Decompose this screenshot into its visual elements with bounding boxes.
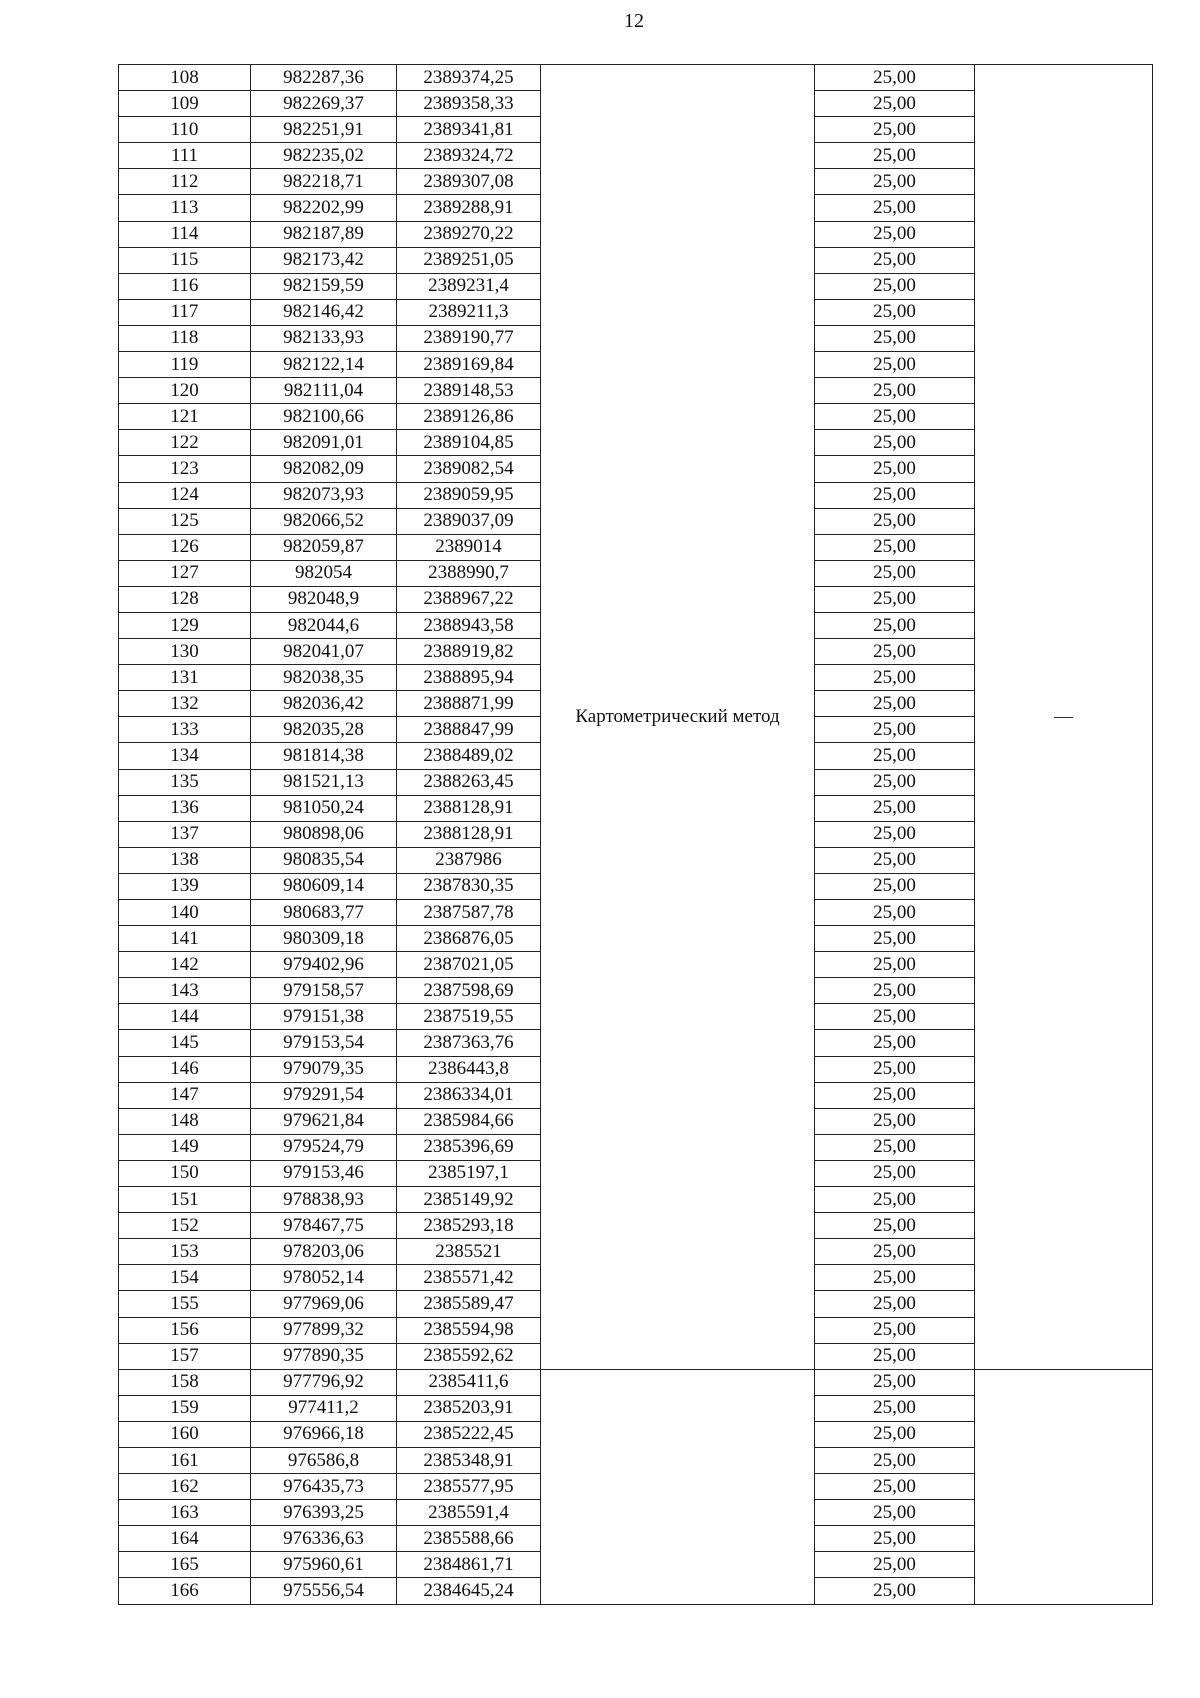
x-coordinate-cell: 982038,35	[251, 665, 397, 691]
point-number-cell: 156	[119, 1317, 251, 1343]
x-coordinate-cell: 978838,93	[251, 1187, 397, 1213]
y-coordinate-cell: 2387598,69	[397, 978, 541, 1004]
accuracy-cell: 25,00	[815, 639, 975, 665]
accuracy-cell: 25,00	[815, 717, 975, 743]
accuracy-cell: 25,00	[815, 247, 975, 273]
x-coordinate-cell: 977969,06	[251, 1291, 397, 1317]
y-coordinate-cell: 2385984,66	[397, 1108, 541, 1134]
coordinates-table	[118, 64, 1153, 1605]
x-coordinate-cell: 979291,54	[251, 1082, 397, 1108]
accuracy-cell: 25,00	[815, 352, 975, 378]
x-coordinate-cell: 981814,38	[251, 743, 397, 769]
x-coordinate-cell: 980683,77	[251, 900, 397, 926]
x-coordinate-cell: 977796,92	[251, 1369, 397, 1395]
x-coordinate-cell: 977899,32	[251, 1317, 397, 1343]
point-number-cell: 138	[119, 847, 251, 873]
accuracy-cell: 25,00	[815, 1291, 975, 1317]
point-number-cell: 155	[119, 1291, 251, 1317]
x-coordinate-cell: 976435,73	[251, 1474, 397, 1500]
y-coordinate-cell: 2388871,99	[397, 691, 541, 717]
accuracy-cell: 25,00	[815, 378, 975, 404]
accuracy-cell: 25,00	[815, 1056, 975, 1082]
point-number-cell: 164	[119, 1526, 251, 1552]
x-coordinate-cell: 982287,36	[251, 65, 397, 91]
table-row	[119, 1369, 1153, 1395]
point-number-cell: 141	[119, 926, 251, 952]
x-coordinate-cell: 982111,04	[251, 378, 397, 404]
y-coordinate-cell: 2384861,71	[397, 1552, 541, 1578]
y-coordinate-cell: 2387021,05	[397, 952, 541, 978]
y-coordinate-cell: 2389059,95	[397, 482, 541, 508]
accuracy-cell: 25,00	[815, 795, 975, 821]
y-coordinate-cell: 2385197,1	[397, 1160, 541, 1186]
accuracy-cell: 25,00	[815, 1265, 975, 1291]
accuracy-cell: 25,00	[815, 1134, 975, 1160]
y-coordinate-cell: 2389126,86	[397, 404, 541, 430]
x-coordinate-cell: 979079,35	[251, 1056, 397, 1082]
y-coordinate-cell: 2387363,76	[397, 1030, 541, 1056]
x-coordinate-cell: 982251,91	[251, 117, 397, 143]
point-number-cell: 151	[119, 1187, 251, 1213]
point-number-cell: 137	[119, 821, 251, 847]
accuracy-cell: 25,00	[815, 873, 975, 899]
y-coordinate-cell: 2385521	[397, 1239, 541, 1265]
y-coordinate-cell: 2384645,24	[397, 1578, 541, 1604]
x-coordinate-cell: 976336,63	[251, 1526, 397, 1552]
x-coordinate-cell: 982091,01	[251, 430, 397, 456]
point-number-cell: 115	[119, 247, 251, 273]
accuracy-cell: 25,00	[815, 560, 975, 586]
accuracy-cell: 25,00	[815, 978, 975, 1004]
x-coordinate-cell: 975556,54	[251, 1578, 397, 1604]
x-coordinate-cell: 982035,28	[251, 717, 397, 743]
y-coordinate-cell: 2389231,4	[397, 273, 541, 299]
point-number-cell: 147	[119, 1082, 251, 1108]
x-coordinate-cell: 977411,2	[251, 1395, 397, 1421]
point-number-cell: 117	[119, 299, 251, 325]
accuracy-cell: 25,00	[815, 691, 975, 717]
point-number-cell: 129	[119, 612, 251, 638]
accuracy-cell: 25,00	[815, 900, 975, 926]
point-number-cell: 113	[119, 195, 251, 221]
y-coordinate-cell: 2385293,18	[397, 1213, 541, 1239]
y-coordinate-cell: 2388128,91	[397, 795, 541, 821]
point-number-cell: 153	[119, 1239, 251, 1265]
point-number-cell: 135	[119, 769, 251, 795]
accuracy-cell: 25,00	[815, 91, 975, 117]
point-number-cell: 163	[119, 1500, 251, 1526]
x-coordinate-cell: 979153,54	[251, 1030, 397, 1056]
y-coordinate-cell: 2385592,62	[397, 1343, 541, 1369]
y-coordinate-cell: 2385222,45	[397, 1421, 541, 1447]
y-coordinate-cell: 2389251,05	[397, 247, 541, 273]
y-coordinate-cell: 2389190,77	[397, 325, 541, 351]
y-coordinate-cell: 2387519,55	[397, 1004, 541, 1030]
y-coordinate-cell: 2389374,25	[397, 65, 541, 91]
point-number-cell: 127	[119, 560, 251, 586]
point-number-cell: 144	[119, 1004, 251, 1030]
y-coordinate-cell: 2385588,66	[397, 1526, 541, 1552]
x-coordinate-cell: 982036,42	[251, 691, 397, 717]
point-number-cell: 109	[119, 91, 251, 117]
y-coordinate-cell: 2389307,08	[397, 169, 541, 195]
point-number-cell: 123	[119, 456, 251, 482]
accuracy-cell: 25,00	[815, 534, 975, 560]
y-coordinate-cell: 2389014	[397, 534, 541, 560]
accuracy-cell: 25,00	[815, 195, 975, 221]
x-coordinate-cell: 980609,14	[251, 873, 397, 899]
x-coordinate-cell: 979402,96	[251, 952, 397, 978]
y-coordinate-cell: 2387830,35	[397, 873, 541, 899]
accuracy-cell: 25,00	[815, 404, 975, 430]
x-coordinate-cell: 981050,24	[251, 795, 397, 821]
y-coordinate-cell: 2389037,09	[397, 508, 541, 534]
point-number-cell: 166	[119, 1578, 251, 1604]
point-number-cell: 133	[119, 717, 251, 743]
accuracy-cell: 25,00	[815, 1500, 975, 1526]
y-coordinate-cell: 2389270,22	[397, 221, 541, 247]
y-coordinate-cell: 2389324,72	[397, 143, 541, 169]
accuracy-cell: 25,00	[815, 65, 975, 91]
accuracy-cell: 25,00	[815, 1108, 975, 1134]
point-number-cell: 131	[119, 665, 251, 691]
point-number-cell: 112	[119, 169, 251, 195]
x-coordinate-cell: 982073,93	[251, 482, 397, 508]
accuracy-cell: 25,00	[815, 1369, 975, 1395]
x-coordinate-cell: 982044,6	[251, 612, 397, 638]
point-number-cell: 148	[119, 1108, 251, 1134]
point-number-cell: 159	[119, 1395, 251, 1421]
accuracy-cell: 25,00	[815, 273, 975, 299]
point-number-cell: 157	[119, 1343, 251, 1369]
note-cell	[975, 1369, 1153, 1604]
y-coordinate-cell: 2385203,91	[397, 1395, 541, 1421]
accuracy-cell: 25,00	[815, 1213, 975, 1239]
x-coordinate-cell: 977890,35	[251, 1343, 397, 1369]
point-number-cell: 128	[119, 586, 251, 612]
point-number-cell: 124	[119, 482, 251, 508]
table-body	[119, 65, 1153, 1605]
y-coordinate-cell: 2388263,45	[397, 769, 541, 795]
accuracy-cell: 25,00	[815, 743, 975, 769]
accuracy-cell: 25,00	[815, 1317, 975, 1343]
x-coordinate-cell: 980835,54	[251, 847, 397, 873]
y-coordinate-cell: 2385594,98	[397, 1317, 541, 1343]
point-number-cell: 158	[119, 1369, 251, 1395]
y-coordinate-cell: 2387986	[397, 847, 541, 873]
method-cell: Картометрический метод	[541, 65, 815, 1370]
point-number-cell: 119	[119, 352, 251, 378]
y-coordinate-cell: 2388128,91	[397, 821, 541, 847]
accuracy-cell: 25,00	[815, 1030, 975, 1056]
x-coordinate-cell: 979158,57	[251, 978, 397, 1004]
accuracy-cell: 25,00	[815, 926, 975, 952]
accuracy-cell: 25,00	[815, 1239, 975, 1265]
x-coordinate-cell: 975960,61	[251, 1552, 397, 1578]
point-number-cell: 136	[119, 795, 251, 821]
y-coordinate-cell: 2385589,47	[397, 1291, 541, 1317]
x-coordinate-cell: 982146,42	[251, 299, 397, 325]
point-number-cell: 150	[119, 1160, 251, 1186]
x-coordinate-cell: 980309,18	[251, 926, 397, 952]
y-coordinate-cell: 2388919,82	[397, 639, 541, 665]
point-number-cell: 110	[119, 117, 251, 143]
y-coordinate-cell: 2389148,53	[397, 378, 541, 404]
x-coordinate-cell: 982048,9	[251, 586, 397, 612]
x-coordinate-cell: 982054	[251, 560, 397, 586]
accuracy-cell: 25,00	[815, 221, 975, 247]
x-coordinate-cell: 980898,06	[251, 821, 397, 847]
y-coordinate-cell: 2389082,54	[397, 456, 541, 482]
accuracy-cell: 25,00	[815, 1578, 975, 1604]
x-coordinate-cell: 982235,02	[251, 143, 397, 169]
point-number-cell: 146	[119, 1056, 251, 1082]
y-coordinate-cell: 2385411,6	[397, 1369, 541, 1395]
point-number-cell: 132	[119, 691, 251, 717]
accuracy-cell: 25,00	[815, 1160, 975, 1186]
x-coordinate-cell: 978467,75	[251, 1213, 397, 1239]
accuracy-cell: 25,00	[815, 612, 975, 638]
x-coordinate-cell: 978052,14	[251, 1265, 397, 1291]
point-number-cell: 108	[119, 65, 251, 91]
accuracy-cell: 25,00	[815, 1526, 975, 1552]
x-coordinate-cell: 982059,87	[251, 534, 397, 560]
x-coordinate-cell: 976966,18	[251, 1421, 397, 1447]
y-coordinate-cell: 2388895,94	[397, 665, 541, 691]
x-coordinate-cell: 982066,52	[251, 508, 397, 534]
point-number-cell: 140	[119, 900, 251, 926]
point-number-cell: 161	[119, 1447, 251, 1473]
point-number-cell: 139	[119, 873, 251, 899]
y-coordinate-cell: 2385577,95	[397, 1474, 541, 1500]
accuracy-cell: 25,00	[815, 143, 975, 169]
y-coordinate-cell: 2386334,01	[397, 1082, 541, 1108]
y-coordinate-cell: 2388943,58	[397, 612, 541, 638]
y-coordinate-cell: 2386876,05	[397, 926, 541, 952]
point-number-cell: 121	[119, 404, 251, 430]
point-number-cell: 162	[119, 1474, 251, 1500]
point-number-cell: 111	[119, 143, 251, 169]
point-number-cell: 145	[119, 1030, 251, 1056]
point-number-cell: 114	[119, 221, 251, 247]
accuracy-cell: 25,00	[815, 1082, 975, 1108]
y-coordinate-cell: 2389211,3	[397, 299, 541, 325]
y-coordinate-cell: 2389169,84	[397, 352, 541, 378]
y-coordinate-cell: 2388967,22	[397, 586, 541, 612]
point-number-cell: 152	[119, 1213, 251, 1239]
y-coordinate-cell: 2388990,7	[397, 560, 541, 586]
y-coordinate-cell: 2387587,78	[397, 900, 541, 926]
x-coordinate-cell: 982133,93	[251, 325, 397, 351]
accuracy-cell: 25,00	[815, 169, 975, 195]
accuracy-cell: 25,00	[815, 586, 975, 612]
point-number-cell: 149	[119, 1134, 251, 1160]
x-coordinate-cell: 982100,66	[251, 404, 397, 430]
x-coordinate-cell: 979524,79	[251, 1134, 397, 1160]
point-number-cell: 143	[119, 978, 251, 1004]
accuracy-cell: 25,00	[815, 1474, 975, 1500]
point-number-cell: 134	[119, 743, 251, 769]
point-number-cell: 142	[119, 952, 251, 978]
accuracy-cell: 25,00	[815, 1343, 975, 1369]
point-number-cell: 122	[119, 430, 251, 456]
x-coordinate-cell: 979151,38	[251, 1004, 397, 1030]
accuracy-cell: 25,00	[815, 1447, 975, 1473]
x-coordinate-cell: 982122,14	[251, 352, 397, 378]
y-coordinate-cell: 2385396,69	[397, 1134, 541, 1160]
y-coordinate-cell: 2389288,91	[397, 195, 541, 221]
accuracy-cell: 25,00	[815, 665, 975, 691]
accuracy-cell: 25,00	[815, 821, 975, 847]
x-coordinate-cell: 982082,09	[251, 456, 397, 482]
accuracy-cell: 25,00	[815, 769, 975, 795]
y-coordinate-cell: 2385348,91	[397, 1447, 541, 1473]
y-coordinate-cell: 2389104,85	[397, 430, 541, 456]
accuracy-cell: 25,00	[815, 430, 975, 456]
x-coordinate-cell: 976586,8	[251, 1447, 397, 1473]
y-coordinate-cell: 2389341,81	[397, 117, 541, 143]
method-cell	[541, 1369, 815, 1604]
accuracy-cell: 25,00	[815, 1552, 975, 1578]
y-coordinate-cell: 2389358,33	[397, 91, 541, 117]
x-coordinate-cell: 982187,89	[251, 221, 397, 247]
accuracy-cell: 25,00	[815, 1187, 975, 1213]
point-number-cell: 154	[119, 1265, 251, 1291]
y-coordinate-cell: 2388847,99	[397, 717, 541, 743]
y-coordinate-cell: 2385591,4	[397, 1500, 541, 1526]
note-cell: —	[975, 65, 1153, 1370]
accuracy-cell: 25,00	[815, 482, 975, 508]
table-row	[119, 65, 1153, 91]
accuracy-cell: 25,00	[815, 1395, 975, 1421]
x-coordinate-cell: 982041,07	[251, 639, 397, 665]
accuracy-cell: 25,00	[815, 117, 975, 143]
x-coordinate-cell: 982173,42	[251, 247, 397, 273]
accuracy-cell: 25,00	[815, 299, 975, 325]
x-coordinate-cell: 976393,25	[251, 1500, 397, 1526]
accuracy-cell: 25,00	[815, 456, 975, 482]
point-number-cell: 125	[119, 508, 251, 534]
x-coordinate-cell: 982218,71	[251, 169, 397, 195]
point-number-cell: 120	[119, 378, 251, 404]
y-coordinate-cell: 2386443,8	[397, 1056, 541, 1082]
y-coordinate-cell: 2385149,92	[397, 1187, 541, 1213]
point-number-cell: 126	[119, 534, 251, 560]
accuracy-cell: 25,00	[815, 1004, 975, 1030]
accuracy-cell: 25,00	[815, 1421, 975, 1447]
accuracy-cell: 25,00	[815, 325, 975, 351]
point-number-cell: 160	[119, 1421, 251, 1447]
x-coordinate-cell: 979621,84	[251, 1108, 397, 1134]
x-coordinate-cell: 982202,99	[251, 195, 397, 221]
point-number-cell: 130	[119, 639, 251, 665]
accuracy-cell: 25,00	[815, 952, 975, 978]
x-coordinate-cell: 982269,37	[251, 91, 397, 117]
point-number-cell: 118	[119, 325, 251, 351]
x-coordinate-cell: 979153,46	[251, 1160, 397, 1186]
accuracy-cell: 25,00	[815, 847, 975, 873]
point-number-cell: 165	[119, 1552, 251, 1578]
point-number-cell: 116	[119, 273, 251, 299]
y-coordinate-cell: 2388489,02	[397, 743, 541, 769]
accuracy-cell: 25,00	[815, 508, 975, 534]
x-coordinate-cell: 978203,06	[251, 1239, 397, 1265]
y-coordinate-cell: 2385571,42	[397, 1265, 541, 1291]
x-coordinate-cell: 982159,59	[251, 273, 397, 299]
page-number: 12	[624, 10, 644, 32]
x-coordinate-cell: 981521,13	[251, 769, 397, 795]
